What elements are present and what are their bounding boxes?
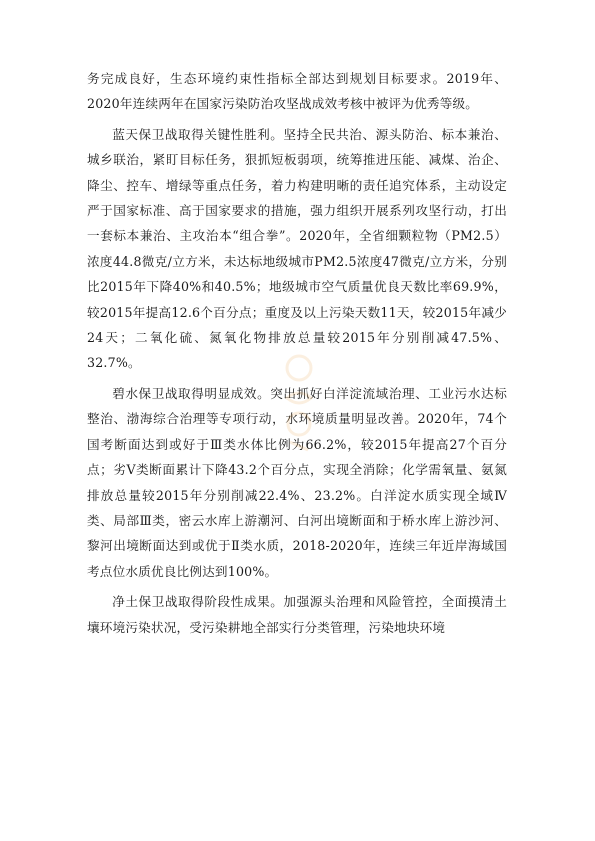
paragraph-clean-soil: 净土保卫战取得阶段性成果。加强源头治理和风险管控，全面摸清土壤环境污染状况，受污染耕地全部实行分类管理，污染地块环境	[87, 594, 507, 635]
paragraph-blue-sky: 蓝天保卫战取得关键性胜利。坚持全民共治、源头防治、标本兼治、城乡联治，紧盯目标任务，狠抓短板弱项，统筹推进压能、减煤、治企、降尘、控车、增绿等重点任务，着力构建明晰的责任追究体系，主动设定严于国家标准、高于国家要求的措施，强力组织开展系列攻坚行动，打出一套标本兼治、主攻治本“组合拳”。2020年，全省细颗粒物（PM2.5）浓度44.8微克/立方米，未达标地级城市PM2.5浓度47微克/立方米，分别比2015年下降40%和40.5%；地级城市空气质量优良天数比率69.9%，较2015年提高12.6个百分点；重度及以上污染天数11天，较2015年减少24天；二氧化硫、氮氧化物排放总量较2015年分别削减47.5%、32.7%。	[87, 126, 507, 371]
document-body	[87, 66, 507, 640]
paragraph-continuation: 务完成良好，生态环境约束性指标全部达到规划目标要求。2019年、2020年连续两年在国家污染防治攻坚战成效考核中被评为优秀等级。	[87, 71, 507, 112]
paragraph-clear-water: 碧水保卫战取得明显成效。突出抓好白洋淀流域治理、工业污水达标整治、渤海综合治理等专项行动，水环境质量明显改善。2020年，74个国考断面达到或好于Ⅲ类水体比例为66.2%，较2015年提高27个百分点；劣Ⅴ类断面累计下降43.2个百分点，实现全消除；化学需氧量、氨氮排放总量较2015年分别削减22.4%、23.2%。白洋淀水质实现全域Ⅳ类、局部Ⅲ类，密云水库上游潮河、白河出境断面和于桥水库上游沙河、黎河出境断面达到或优于Ⅱ类水质，2018-2020年，连续三年近岸海域国考点位水质优良比例达到100%。	[87, 385, 507, 579]
